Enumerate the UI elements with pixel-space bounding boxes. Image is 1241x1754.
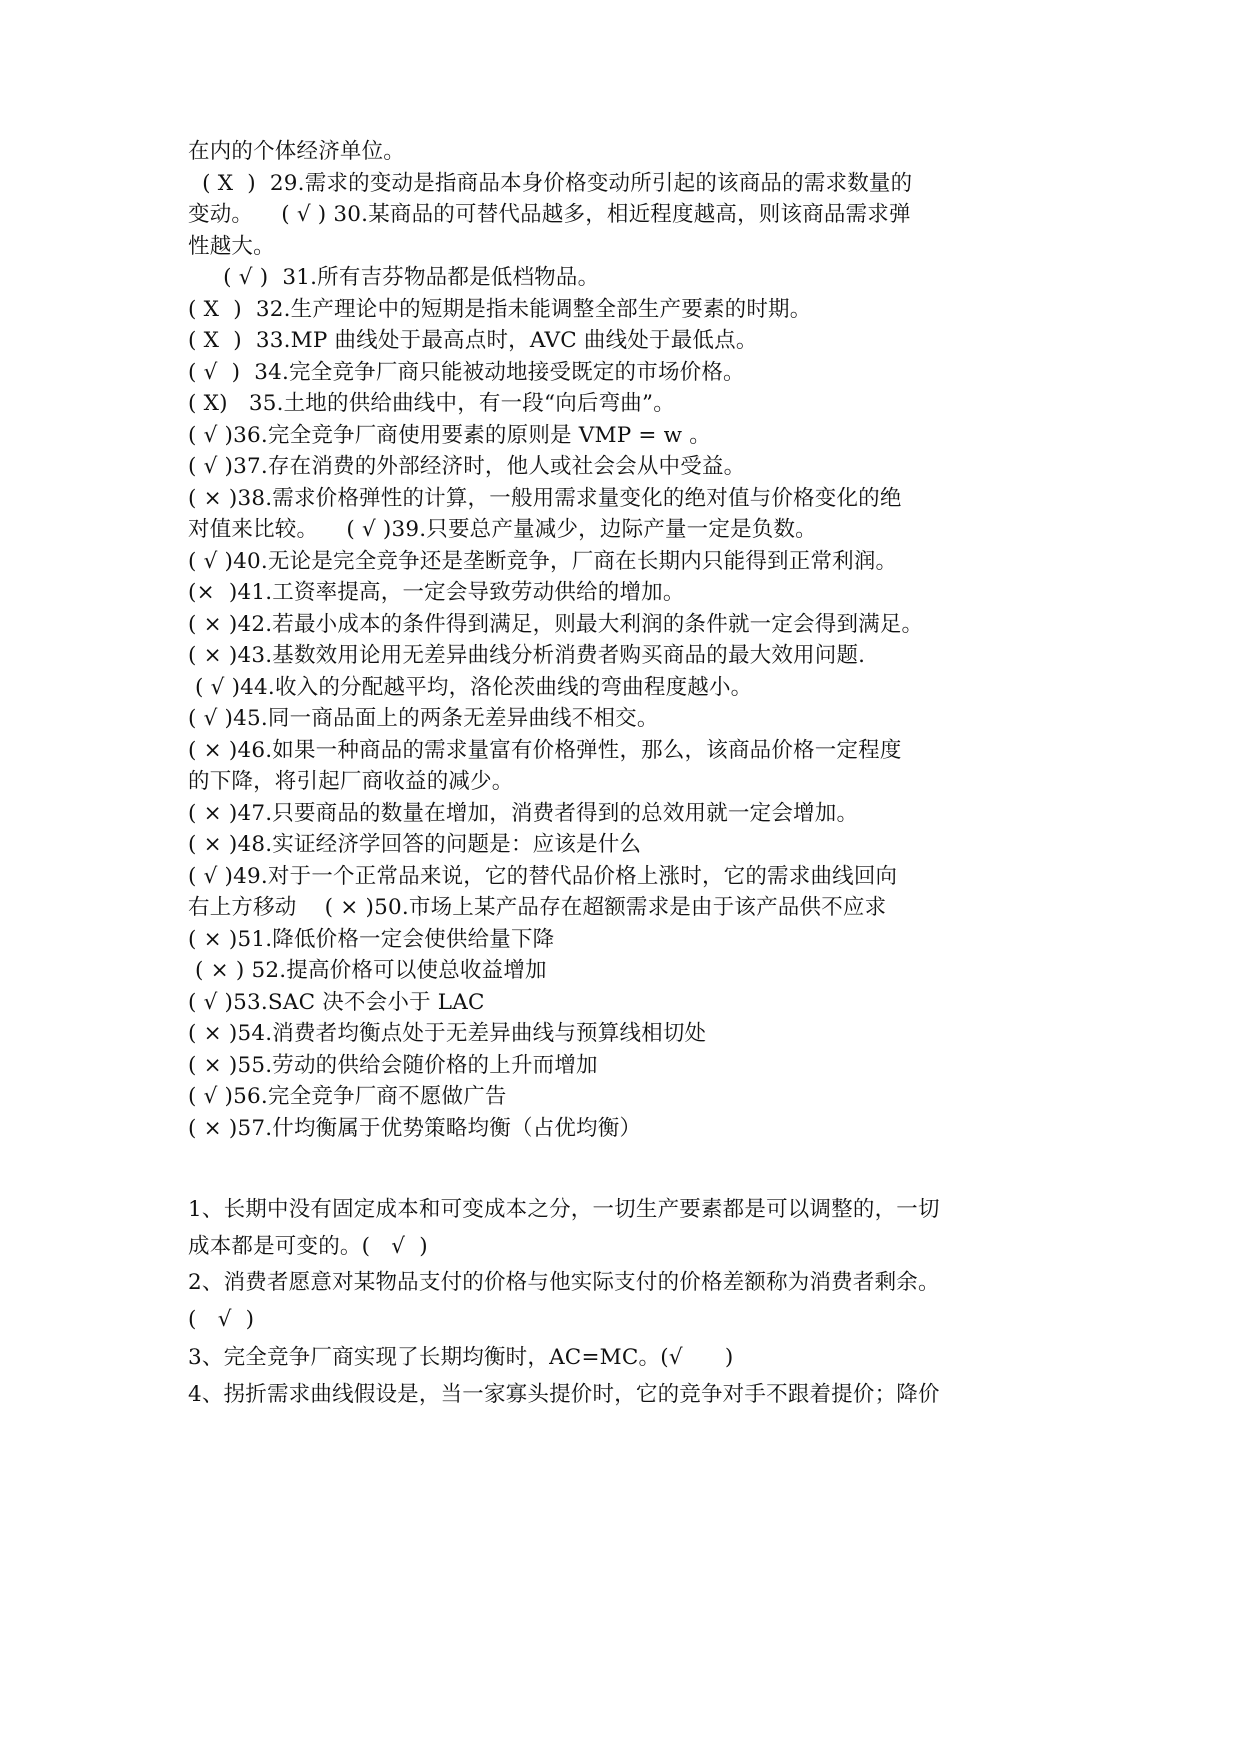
text-line: 1、长期中没有固定成本和可变成本之分，一切生产要素都是可以调整的，一切 — [188, 1197, 940, 1222]
text-line: ( × )51.降低价格一定会使供给量下降 — [188, 927, 555, 952]
text-line: ( √ )37.存在消费的外部经济时，他人或社会会从中受益。 — [188, 454, 746, 479]
text-line: 性越大。 — [188, 234, 275, 259]
text-line: ( × )54.消费者均衡点处于无差异曲线与预算线相切处 — [188, 1021, 707, 1046]
text-line: ( × )42.若最小成本的条件得到满足，则最大利润的条件就一定会得到满足。 — [188, 612, 924, 637]
text-line: 成本都是可变的。( √ ) — [188, 1234, 428, 1259]
text-line: 2、消费者愿意对某物品支付的价格与他实际支付的价格差额称为消费者剩余。 — [188, 1270, 940, 1295]
text-line: ( × )48.实证经济学回答的问题是：应该是什么 — [188, 832, 642, 857]
text-line: 变动。 ( √ ) 30.某商品的可替代品越多，相近程度越高，则该商品需求弹 — [188, 202, 911, 227]
text-line: 4、拐折需求曲线假设是，当一家寡头提价时，它的竞争对手不跟着提价；降价 — [188, 1382, 940, 1407]
text-line: 对值来比较。 ( √ )39.只要总产量减少，边际产量一定是负数。 — [188, 517, 817, 542]
text-line: 在内的个体经济单位。 — [188, 139, 406, 164]
text-line: ( X ) 29.需求的变动是指商品本身价格变动所引起的该商品的需求数量的 — [188, 171, 913, 196]
text-line: ( X ) 32.生产理论中的短期是指未能调整全部生产要素的时期。 — [188, 297, 812, 322]
text-line: ( √ )45.同一商品面上的两条无差异曲线不相交。 — [188, 706, 659, 731]
text-line: ( × )46.如果一种商品的需求量富有价格弹性，那么，该商品价格一定程度 — [188, 738, 902, 763]
text-line: ( × )38.需求价格弹性的计算，一般用需求量变化的绝对值与价格变化的绝 — [188, 486, 902, 511]
text-line: ( √ ) — [188, 1307, 255, 1332]
text-line: ( × )43.基数效用论用无差异曲线分析消费者购买商品的最大效用问题. — [188, 643, 866, 668]
text-line: 3、完全竞争厂商实现了长期均衡时，AC=MC。(√ ) — [188, 1345, 734, 1370]
text-line: ( √ )53.SAC 决不会小于 LAC — [188, 990, 485, 1015]
text-line: 右上方移动 ( × )50.市场上某产品存在超额需求是由于该产品供不应求 — [188, 895, 887, 920]
text-line: ( × ) 52.提高价格可以使总收益增加 — [188, 958, 547, 983]
text-line: ( X ) 33.MP 曲线处于最高点时，AVC 曲线处于最低点。 — [188, 328, 758, 353]
text-line: (× )41.工资率提高，一定会导致劳动供给的增加。 — [188, 580, 685, 605]
text-line: ( × )55.劳动的供给会随价格的上升而增加 — [188, 1053, 598, 1078]
text-line: ( × )57.什均衡属于优势策略均衡（占优均衡） — [188, 1116, 642, 1141]
text-line: ( √ )40.无论是完全竞争还是垄断竞争，厂商在长期内只能得到正常利润。 — [188, 549, 898, 574]
text-line: ( √ )44.收入的分配越平均，洛伦茨曲线的弯曲程度越小。 — [188, 675, 753, 700]
text-line: ( √ )49.对于一个正常品来说，它的替代品价格上涨时，它的需求曲线回向 — [188, 864, 898, 889]
text-line: ( × )47.只要商品的数量在增加，消费者得到的总效用就一定会增加。 — [188, 801, 859, 826]
text-line: ( √ )36.完全竞争厂商使用要素的原则是 VMP = w 。 — [188, 423, 711, 448]
text-line: ( X) 35.土地的供给曲线中，有一段“向后弯曲”。 — [188, 391, 675, 416]
text-line: ( √ ) 34.完全竞争厂商只能被动地接受既定的市场价格。 — [188, 360, 745, 385]
text-line: 的下降，将引起厂商收益的减少。 — [188, 769, 514, 794]
text-line: ( √ ) 31.所有吉芬物品都是低档物品。 — [188, 265, 600, 290]
text-line: ( √ )56.完全竞争厂商不愿做广告 — [188, 1084, 507, 1109]
